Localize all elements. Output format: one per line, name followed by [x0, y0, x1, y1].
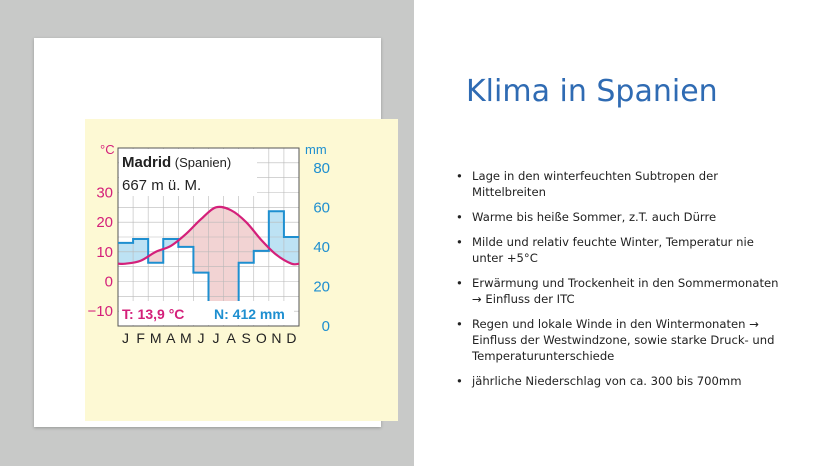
climate-diagram: [34, 38, 381, 427]
precipitation-tick-label: 20: [313, 278, 330, 296]
precipitation-tick-label: 80: [313, 159, 330, 177]
bullet-item: [456, 234, 786, 266]
temperature-tick-label: 20: [96, 214, 113, 232]
annual-precipitation-label: N: 412 mm: [214, 306, 285, 322]
month-label: D: [286, 330, 297, 346]
bullet-dot-icon: •: [456, 317, 463, 331]
bullet-item: [456, 275, 786, 307]
bullet-text: Warme bis heiße Sommer, z.T. auch Dürre: [472, 210, 717, 224]
month-label: M: [149, 330, 162, 346]
bullet-dot-icon: •: [456, 210, 463, 224]
precipitation-tick-label: 60: [313, 199, 330, 217]
month-label: J: [212, 330, 220, 346]
bullet-item: [456, 373, 786, 389]
month-label: O: [255, 330, 267, 346]
precipitation-tick-label: 40: [313, 238, 330, 256]
station-name: [122, 154, 231, 171]
slide-title: Klima in Spanien: [466, 74, 718, 109]
month-label: J: [197, 330, 205, 346]
month-label: A: [166, 330, 176, 346]
bullet-text: jährliche Niederschlag von ca. 300 bis 700mm: [472, 374, 742, 388]
chart-card: [34, 38, 381, 427]
temperature-tick-label: −10: [87, 303, 113, 321]
precipitation-tick-label: 0: [321, 318, 330, 335]
temperature-unit-label: °C: [100, 142, 115, 157]
month-label: N: [271, 330, 282, 346]
bullet-text: Lage in den winterfeuchten Subtropen der Mittelbreiten: [472, 169, 719, 199]
temperature-tick-label: 0: [104, 273, 113, 291]
month-label: A: [226, 330, 236, 346]
bullet-dot-icon: •: [456, 374, 463, 388]
station-city: Madrid: [122, 154, 172, 171]
temperature-tick-label: 30: [96, 184, 113, 202]
bullet-item: [456, 316, 786, 364]
bullet-text: Erwärmung und Trockenheit in den Sommermonaten → Einfluss der ITC: [472, 276, 779, 306]
bullet-list: [456, 168, 786, 398]
month-label: M: [180, 330, 192, 346]
bullet-dot-icon: •: [456, 235, 463, 249]
bullet-dot-icon: •: [456, 276, 463, 290]
bullet-text: Regen und lokale Winde in den Wintermonaten → Einfluss der Westwindzone, sowie starke Druck- und Temperaturunterschiede: [472, 317, 775, 363]
annual-temperature-label: T: 13,9 °C: [122, 306, 185, 322]
station-elevation: 667 m ü. M.: [122, 177, 202, 194]
month-label: S: [241, 330, 251, 346]
precipitation-unit-label: mm: [305, 142, 327, 157]
bullet-dot-icon: •: [456, 169, 463, 183]
station-country: (Spanien): [171, 155, 232, 170]
month-label: J: [122, 330, 130, 346]
temperature-tick-label: 10: [96, 243, 113, 261]
month-label: F: [136, 330, 145, 346]
bullet-item: [456, 209, 786, 225]
bullet-text: Milde und relativ feuchte Winter, Temperatur nie unter +5°C: [472, 235, 754, 265]
bullet-item: [456, 168, 786, 200]
